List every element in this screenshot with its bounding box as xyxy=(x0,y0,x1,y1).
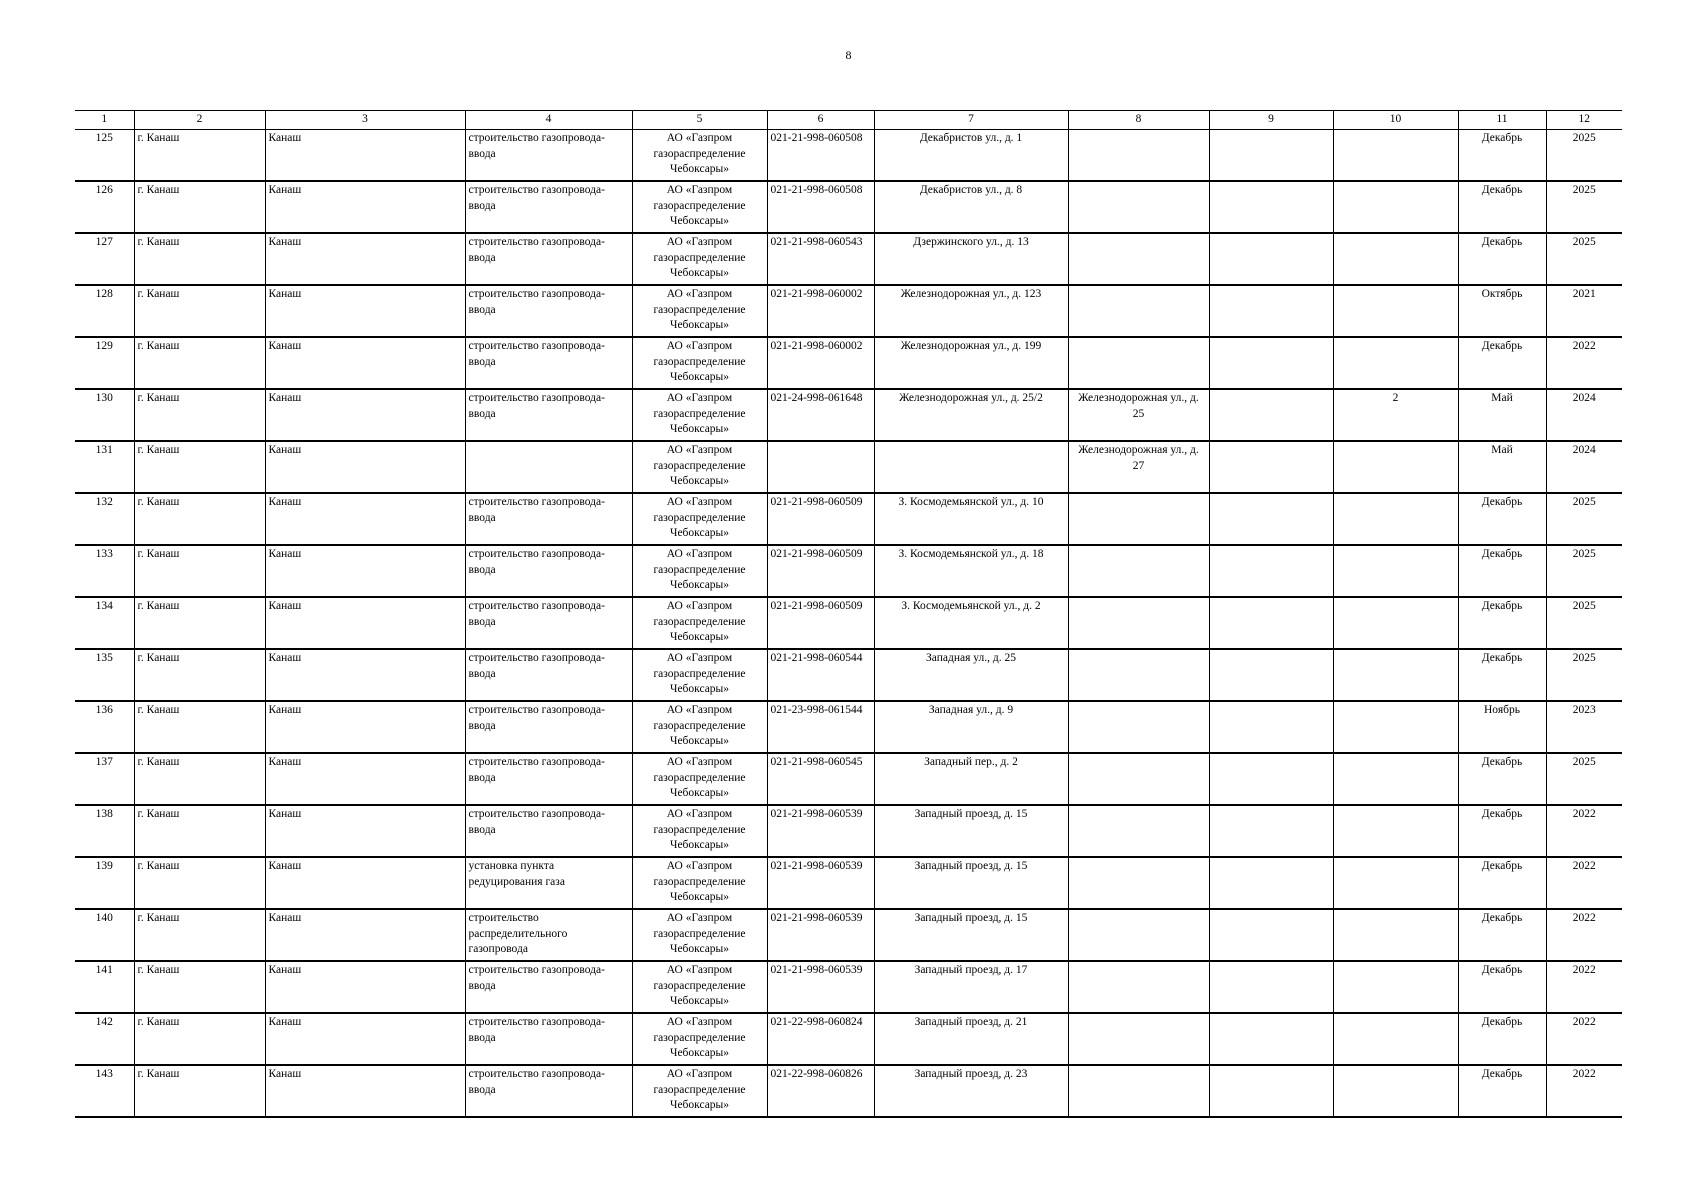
new-address-cell xyxy=(1068,181,1209,233)
year-cell: 2022 xyxy=(1546,909,1622,961)
column-header: 10 xyxy=(1333,111,1458,130)
city-cell: г. Канаш xyxy=(134,389,265,441)
object-code-cell: 021-23-998-061544 xyxy=(767,701,874,753)
organization-cell: АО «Газпром газораспределение Чебоксары» xyxy=(632,285,767,337)
locality-cell: Канаш xyxy=(265,441,465,493)
city-cell: г. Канаш xyxy=(134,1065,265,1117)
quantity-cell xyxy=(1333,909,1458,961)
new-address-cell xyxy=(1068,909,1209,961)
city-cell: г. Канаш xyxy=(134,805,265,857)
column-header: 7 xyxy=(874,111,1068,130)
new-address-cell xyxy=(1068,597,1209,649)
organization-cell: АО «Газпром газораспределение Чебоксары» xyxy=(632,753,767,805)
new-address-cell xyxy=(1068,701,1209,753)
new-address-cell: Железнодорожная ул., д. 27 xyxy=(1068,441,1209,493)
address-cell: З. Космодемьянской ул., д. 2 xyxy=(874,597,1068,649)
address-cell: Декабристов ул., д. 8 xyxy=(874,181,1068,233)
locality-cell: Канаш xyxy=(265,961,465,1013)
row-number-cell: 133 xyxy=(75,545,134,597)
row-number-cell: 137 xyxy=(75,753,134,805)
row-number-cell: 125 xyxy=(75,130,134,182)
city-cell: г. Канаш xyxy=(134,233,265,285)
table-row xyxy=(75,805,1622,857)
address-cell: Западный проезд, д. 23 xyxy=(874,1065,1068,1117)
quantity-cell xyxy=(1333,1013,1458,1065)
new-address-cell xyxy=(1068,1013,1209,1065)
column-header: 9 xyxy=(1209,111,1333,130)
locality-cell: Канаш xyxy=(265,233,465,285)
locality-cell: Канаш xyxy=(265,1065,465,1117)
work-type-cell: строительство распределительного газопровода xyxy=(465,909,632,961)
object-code-cell: 021-21-998-060508 xyxy=(767,130,874,182)
table-row xyxy=(75,857,1622,909)
column-9-cell xyxy=(1209,1013,1333,1065)
column-9-cell xyxy=(1209,389,1333,441)
table-row xyxy=(75,233,1622,285)
locality-cell: Канаш xyxy=(265,597,465,649)
row-number-cell: 140 xyxy=(75,909,134,961)
work-type-cell xyxy=(465,441,632,493)
organization-cell: АО «Газпром газораспределение Чебоксары» xyxy=(632,337,767,389)
object-code-cell: 021-21-998-060543 xyxy=(767,233,874,285)
column-9-cell xyxy=(1209,337,1333,389)
work-type-cell: строительство газопровода-ввода xyxy=(465,493,632,545)
work-type-cell: строительство газопровода-ввода xyxy=(465,961,632,1013)
page-number: 8 xyxy=(845,48,852,62)
organization-cell: АО «Газпром газораспределение Чебоксары» xyxy=(632,805,767,857)
work-type-cell: строительство газопровода-ввода xyxy=(465,597,632,649)
quantity-cell xyxy=(1333,493,1458,545)
column-header: 8 xyxy=(1068,111,1209,130)
row-number-cell: 141 xyxy=(75,961,134,1013)
month-cell: Октябрь xyxy=(1458,285,1546,337)
table-row xyxy=(75,753,1622,805)
locality-cell: Канаш xyxy=(265,857,465,909)
column-9-cell xyxy=(1209,233,1333,285)
work-type-cell: строительство газопровода-ввода xyxy=(465,285,632,337)
row-number-cell: 127 xyxy=(75,233,134,285)
new-address-cell xyxy=(1068,857,1209,909)
new-address-cell xyxy=(1068,649,1209,701)
year-cell: 2025 xyxy=(1546,597,1622,649)
object-code-cell: 021-21-998-060539 xyxy=(767,857,874,909)
organization-cell: АО «Газпром газораспределение Чебоксары» xyxy=(632,233,767,285)
table-row xyxy=(75,389,1622,441)
column-9-cell xyxy=(1209,1065,1333,1117)
new-address-cell xyxy=(1068,233,1209,285)
month-cell: Ноябрь xyxy=(1458,701,1546,753)
object-code-cell: 021-24-998-061648 xyxy=(767,389,874,441)
work-type-cell: строительство газопровода-ввода xyxy=(465,389,632,441)
organization-cell: АО «Газпром газораспределение Чебоксары» xyxy=(632,649,767,701)
table-row xyxy=(75,130,1622,182)
row-number-cell: 142 xyxy=(75,1013,134,1065)
row-number-cell: 130 xyxy=(75,389,134,441)
table-row xyxy=(75,701,1622,753)
locality-cell: Канаш xyxy=(265,545,465,597)
locality-cell: Канаш xyxy=(265,181,465,233)
address-cell xyxy=(874,441,1068,493)
organization-cell: АО «Газпром газораспределение Чебоксары» xyxy=(632,909,767,961)
address-cell: З. Космодемьянской ул., д. 10 xyxy=(874,493,1068,545)
work-type-cell: строительство газопровода-ввода xyxy=(465,181,632,233)
quantity-cell xyxy=(1333,961,1458,1013)
organization-cell: АО «Газпром газораспределение Чебоксары» xyxy=(632,1013,767,1065)
city-cell: г. Канаш xyxy=(134,181,265,233)
object-code-cell: 021-21-998-060002 xyxy=(767,285,874,337)
year-cell: 2024 xyxy=(1546,389,1622,441)
object-code-cell: 021-21-998-060539 xyxy=(767,961,874,1013)
quantity-cell xyxy=(1333,649,1458,701)
month-cell: Декабрь xyxy=(1458,181,1546,233)
column-header: 1 xyxy=(75,111,134,130)
table-row xyxy=(75,181,1622,233)
row-number-cell: 134 xyxy=(75,597,134,649)
year-cell: 2022 xyxy=(1546,337,1622,389)
table-row xyxy=(75,285,1622,337)
locality-cell: Канаш xyxy=(265,909,465,961)
locality-cell: Канаш xyxy=(265,1013,465,1065)
row-number-cell: 129 xyxy=(75,337,134,389)
organization-cell: АО «Газпром газораспределение Чебоксары» xyxy=(632,701,767,753)
month-cell: Декабрь xyxy=(1458,649,1546,701)
new-address-cell xyxy=(1068,805,1209,857)
address-cell: Железнодорожная ул., д. 123 xyxy=(874,285,1068,337)
organization-cell: АО «Газпром газораспределение Чебоксары» xyxy=(632,597,767,649)
column-9-cell xyxy=(1209,545,1333,597)
organization-cell: АО «Газпром газораспределение Чебоксары» xyxy=(632,493,767,545)
work-type-cell: установка пункта редуцирования газа xyxy=(465,857,632,909)
new-address-cell xyxy=(1068,753,1209,805)
month-cell: Декабрь xyxy=(1458,130,1546,182)
object-code-cell: 021-21-998-060539 xyxy=(767,805,874,857)
column-header: 11 xyxy=(1458,111,1546,130)
column-9-cell xyxy=(1209,649,1333,701)
new-address-cell xyxy=(1068,285,1209,337)
new-address-cell xyxy=(1068,1065,1209,1117)
quantity-cell xyxy=(1333,181,1458,233)
address-cell: З. Космодемьянской ул., д. 18 xyxy=(874,545,1068,597)
table-header-row xyxy=(75,111,1622,130)
row-number-cell: 131 xyxy=(75,441,134,493)
month-cell: Декабрь xyxy=(1458,753,1546,805)
row-number-cell: 139 xyxy=(75,857,134,909)
new-address-cell: Железнодорожная ул., д. 25 xyxy=(1068,389,1209,441)
address-cell: Западный проезд, д. 21 xyxy=(874,1013,1068,1065)
row-number-cell: 132 xyxy=(75,493,134,545)
locality-cell: Канаш xyxy=(265,805,465,857)
row-number-cell: 128 xyxy=(75,285,134,337)
new-address-cell xyxy=(1068,961,1209,1013)
row-number-cell: 143 xyxy=(75,1065,134,1117)
address-cell: Западный проезд, д. 17 xyxy=(874,961,1068,1013)
column-9-cell xyxy=(1209,285,1333,337)
year-cell: 2025 xyxy=(1546,545,1622,597)
year-cell: 2025 xyxy=(1546,649,1622,701)
column-9-cell xyxy=(1209,805,1333,857)
city-cell: г. Канаш xyxy=(134,441,265,493)
address-cell: Западный проезд, д. 15 xyxy=(874,805,1068,857)
month-cell: Декабрь xyxy=(1458,1065,1546,1117)
year-cell: 2021 xyxy=(1546,285,1622,337)
work-type-cell: строительство газопровода-ввода xyxy=(465,337,632,389)
locality-cell: Канаш xyxy=(265,649,465,701)
year-cell: 2022 xyxy=(1546,1065,1622,1117)
year-cell: 2022 xyxy=(1546,961,1622,1013)
work-type-cell: строительство газопровода-ввода xyxy=(465,1013,632,1065)
new-address-cell xyxy=(1068,130,1209,182)
organization-cell: АО «Газпром газораспределение Чебоксары» xyxy=(632,441,767,493)
month-cell: Декабрь xyxy=(1458,1013,1546,1065)
object-code-cell: 021-21-998-060508 xyxy=(767,181,874,233)
new-address-cell xyxy=(1068,493,1209,545)
city-cell: г. Канаш xyxy=(134,493,265,545)
object-code-cell: 021-21-998-060509 xyxy=(767,597,874,649)
object-code-cell: 021-21-998-060509 xyxy=(767,545,874,597)
quantity-cell xyxy=(1333,233,1458,285)
work-type-cell: строительство газопровода-ввода xyxy=(465,233,632,285)
locality-cell: Канаш xyxy=(265,701,465,753)
city-cell: г. Канаш xyxy=(134,857,265,909)
table-row xyxy=(75,493,1622,545)
column-header: 12 xyxy=(1546,111,1622,130)
address-cell: Железнодорожная ул., д. 25/2 xyxy=(874,389,1068,441)
address-cell: Западный проезд, д. 15 xyxy=(874,857,1068,909)
column-9-cell xyxy=(1209,130,1333,182)
work-type-cell: строительство газопровода-ввода xyxy=(465,130,632,182)
row-number-cell: 138 xyxy=(75,805,134,857)
table-row xyxy=(75,909,1622,961)
month-cell: Май xyxy=(1458,389,1546,441)
locality-cell: Канаш xyxy=(265,337,465,389)
quantity-cell xyxy=(1333,545,1458,597)
organization-cell: АО «Газпром газораспределение Чебоксары» xyxy=(632,181,767,233)
month-cell: Декабрь xyxy=(1458,545,1546,597)
year-cell: 2025 xyxy=(1546,493,1622,545)
organization-cell: АО «Газпром газораспределение Чебоксары» xyxy=(632,130,767,182)
month-cell: Декабрь xyxy=(1458,857,1546,909)
year-cell: 2022 xyxy=(1546,1013,1622,1065)
city-cell: г. Канаш xyxy=(134,909,265,961)
row-number-cell: 135 xyxy=(75,649,134,701)
city-cell: г. Канаш xyxy=(134,597,265,649)
year-cell: 2025 xyxy=(1546,181,1622,233)
work-type-cell: строительство газопровода-ввода xyxy=(465,805,632,857)
column-header: 2 xyxy=(134,111,265,130)
object-code-cell xyxy=(767,441,874,493)
table-row xyxy=(75,545,1622,597)
month-cell: Декабрь xyxy=(1458,909,1546,961)
city-cell: г. Канаш xyxy=(134,337,265,389)
city-cell: г. Канаш xyxy=(134,753,265,805)
month-cell: Май xyxy=(1458,441,1546,493)
new-address-cell xyxy=(1068,337,1209,389)
year-cell: 2022 xyxy=(1546,805,1622,857)
object-code-cell: 021-22-998-060826 xyxy=(767,1065,874,1117)
month-cell: Декабрь xyxy=(1458,337,1546,389)
object-code-cell: 021-21-998-060544 xyxy=(767,649,874,701)
quantity-cell xyxy=(1333,337,1458,389)
new-address-cell xyxy=(1068,545,1209,597)
city-cell: г. Канаш xyxy=(134,285,265,337)
locality-cell: Канаш xyxy=(265,285,465,337)
column-9-cell xyxy=(1209,909,1333,961)
city-cell: г. Канаш xyxy=(134,649,265,701)
column-9-cell xyxy=(1209,701,1333,753)
column-9-cell xyxy=(1209,181,1333,233)
object-code-cell: 021-21-998-060002 xyxy=(767,337,874,389)
object-code-cell: 021-22-998-060824 xyxy=(767,1013,874,1065)
address-cell: Западный пер., д. 2 xyxy=(874,753,1068,805)
work-type-cell: строительство газопровода-ввода xyxy=(465,1065,632,1117)
city-cell: г. Канаш xyxy=(134,1013,265,1065)
city-cell: г. Канаш xyxy=(134,130,265,182)
city-cell: г. Канаш xyxy=(134,961,265,1013)
address-cell: Западная ул., д. 9 xyxy=(874,701,1068,753)
column-9-cell xyxy=(1209,597,1333,649)
address-cell: Железнодорожная ул., д. 199 xyxy=(874,337,1068,389)
quantity-cell xyxy=(1333,597,1458,649)
quantity-cell xyxy=(1333,805,1458,857)
column-header: 4 xyxy=(465,111,632,130)
quantity-cell xyxy=(1333,441,1458,493)
table-row xyxy=(75,337,1622,389)
table-row xyxy=(75,649,1622,701)
column-9-cell xyxy=(1209,961,1333,1013)
column-9-cell xyxy=(1209,441,1333,493)
year-cell: 2025 xyxy=(1546,753,1622,805)
year-cell: 2025 xyxy=(1546,130,1622,182)
locality-cell: Канаш xyxy=(265,753,465,805)
table-row xyxy=(75,597,1622,649)
quantity-cell xyxy=(1333,857,1458,909)
city-cell: г. Канаш xyxy=(134,701,265,753)
gasification-table xyxy=(75,110,1622,1118)
organization-cell: АО «Газпром газораспределение Чебоксары» xyxy=(632,545,767,597)
address-cell: Дзержинского ул., д. 13 xyxy=(874,233,1068,285)
organization-cell: АО «Газпром газораспределение Чебоксары» xyxy=(632,857,767,909)
column-9-cell xyxy=(1209,493,1333,545)
organization-cell: АО «Газпром газораспределение Чебоксары» xyxy=(632,389,767,441)
month-cell: Декабрь xyxy=(1458,493,1546,545)
work-type-cell: строительство газопровода-ввода xyxy=(465,545,632,597)
organization-cell: АО «Газпром газораспределение Чебоксары» xyxy=(632,961,767,1013)
quantity-cell xyxy=(1333,285,1458,337)
column-header: 6 xyxy=(767,111,874,130)
address-cell: Западная ул., д. 25 xyxy=(874,649,1068,701)
quantity-cell xyxy=(1333,701,1458,753)
month-cell: Декабрь xyxy=(1458,961,1546,1013)
row-number-cell: 126 xyxy=(75,181,134,233)
table-row xyxy=(75,1013,1622,1065)
locality-cell: Канаш xyxy=(265,389,465,441)
locality-cell: Канаш xyxy=(265,493,465,545)
work-type-cell: строительство газопровода-ввода xyxy=(465,701,632,753)
organization-cell: АО «Газпром газораспределение Чебоксары» xyxy=(632,1065,767,1117)
quantity-cell xyxy=(1333,130,1458,182)
column-9-cell xyxy=(1209,753,1333,805)
table-body xyxy=(75,130,1622,1118)
work-type-cell: строительство газопровода-ввода xyxy=(465,753,632,805)
table-row xyxy=(75,441,1622,493)
year-cell: 2023 xyxy=(1546,701,1622,753)
table-row xyxy=(75,1065,1622,1117)
month-cell: Декабрь xyxy=(1458,233,1546,285)
quantity-cell xyxy=(1333,1065,1458,1117)
address-cell: Западный проезд, д. 15 xyxy=(874,909,1068,961)
quantity-cell xyxy=(1333,753,1458,805)
year-cell: 2024 xyxy=(1546,441,1622,493)
work-type-cell: строительство газопровода-ввода xyxy=(465,649,632,701)
address-cell: Декабристов ул., д. 1 xyxy=(874,130,1068,182)
column-header: 3 xyxy=(265,111,465,130)
city-cell: г. Канаш xyxy=(134,545,265,597)
month-cell: Декабрь xyxy=(1458,597,1546,649)
year-cell: 2025 xyxy=(1546,233,1622,285)
object-code-cell: 021-21-998-060539 xyxy=(767,909,874,961)
row-number-cell: 136 xyxy=(75,701,134,753)
month-cell: Декабрь xyxy=(1458,805,1546,857)
locality-cell: Канаш xyxy=(265,130,465,182)
year-cell: 2022 xyxy=(1546,857,1622,909)
object-code-cell: 021-21-998-060509 xyxy=(767,493,874,545)
table-row xyxy=(75,961,1622,1013)
quantity-cell: 2 xyxy=(1333,389,1458,441)
column-header: 5 xyxy=(632,111,767,130)
column-9-cell xyxy=(1209,857,1333,909)
object-code-cell: 021-21-998-060545 xyxy=(767,753,874,805)
